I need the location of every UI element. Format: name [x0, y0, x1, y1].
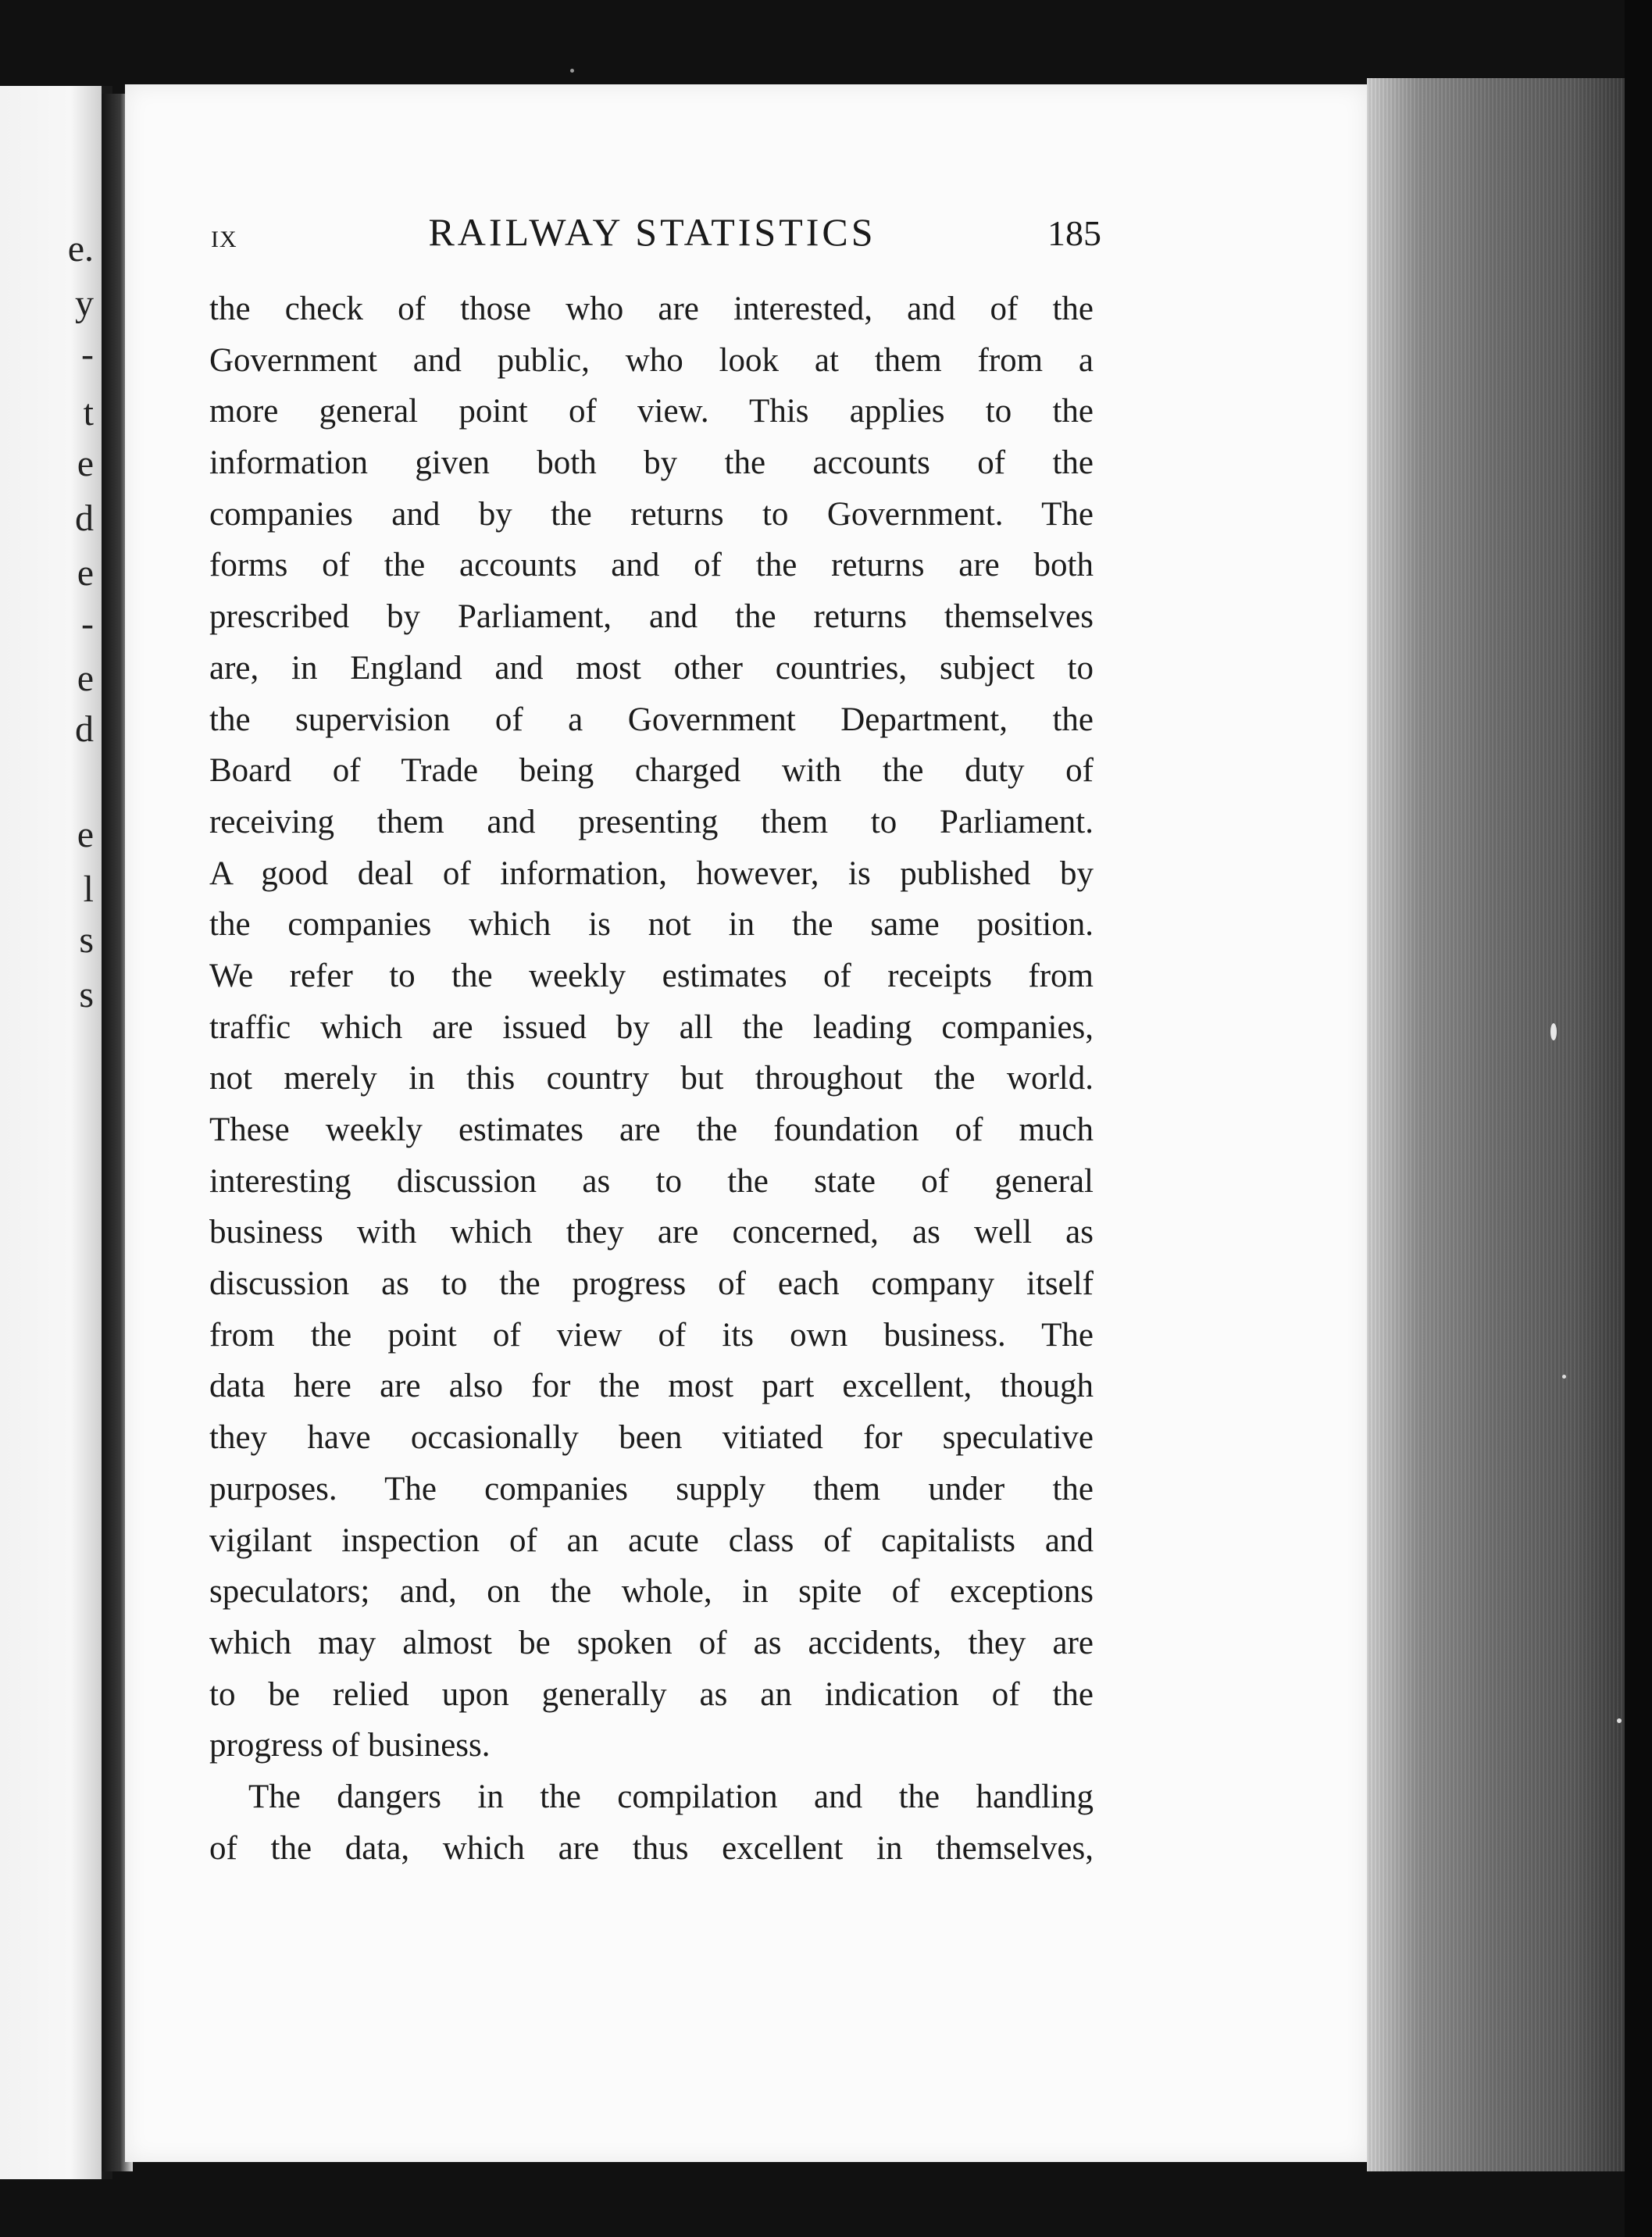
- left-page-fragment: d: [75, 708, 94, 750]
- text-line: forms of the accounts and of the returns are both: [209, 547, 1094, 584]
- text-line: These weekly estimates are the foundation of much: [209, 1111, 1094, 1148]
- left-page-fragment: s: [79, 919, 94, 961]
- text-line: companies and by the returns to Government. The: [209, 495, 1094, 533]
- text-line: not merely in this country but throughout the world.: [209, 1060, 1094, 1097]
- body-text: [209, 284, 1094, 1874]
- left-page-fragment: -: [81, 334, 94, 375]
- left-page-fragment: t: [83, 392, 94, 433]
- left-page-fragment: e: [77, 814, 94, 855]
- text-line: purposes. The companies supply them under the: [209, 1470, 1094, 1507]
- text-line: speculators; and, on the whole, in spite of exceptions: [209, 1573, 1094, 1611]
- scan-speck: [1617, 1718, 1622, 1723]
- left-page-fragment: d: [75, 498, 94, 539]
- scan-border: [1625, 0, 1652, 2237]
- paragraph: [209, 1771, 1094, 1874]
- text-line: from the point of view of its own business. The: [209, 1316, 1094, 1354]
- scan-speck: [1550, 1023, 1557, 1040]
- text-line: A good deal of information, however, is published by: [209, 854, 1094, 892]
- text-line: interesting discussion as to the state of general: [209, 1162, 1094, 1200]
- text-line: traffic which are issued by all the leading companies,: [209, 1008, 1094, 1046]
- text-line: which may almost be spoken of as accidents, they are: [209, 1624, 1094, 1661]
- scan-speck: [570, 69, 574, 73]
- text-line: Government and public, who look at them from a: [209, 341, 1094, 379]
- chapter-numeral: IX: [211, 227, 237, 252]
- running-head: [211, 209, 1101, 264]
- text-line: business with which they are concerned, as well as: [209, 1214, 1094, 1251]
- text-line: We refer to the weekly estimates of receipts from: [209, 957, 1094, 994]
- left-page-fragment: -: [81, 603, 94, 644]
- text-line: progress of business.: [209, 1727, 491, 1764]
- text-line: the companies which is not in the same position.: [209, 906, 1094, 944]
- left-page-fragment: e.: [67, 228, 94, 269]
- text-line: they have occasionally been vitiated for speculative: [209, 1419, 1094, 1457]
- left-page-edge: [0, 86, 112, 2179]
- text-line: more general point of view. This applies to the: [209, 393, 1094, 430]
- text-line: the check of those who are interested, and of the: [209, 291, 1094, 327]
- left-page-fragment: e: [77, 658, 94, 699]
- text-line: to be relied upon generally as an indication of the: [209, 1675, 1094, 1713]
- left-page-fragment: e: [77, 443, 94, 484]
- left-page-fragment: e: [77, 552, 94, 594]
- text-line: receiving them and presenting them to Parliament.: [209, 803, 1094, 840]
- left-page-fragment: s: [79, 974, 94, 1015]
- text-line: information given both by the accounts of the: [209, 444, 1094, 482]
- text-line: The dangers in the compilation and the handling: [248, 1778, 1094, 1815]
- text-line: data here are also for the most part excellent, though: [209, 1368, 1094, 1405]
- text-line: are, in England and most other countries, subject to: [209, 649, 1094, 687]
- left-page-fragment: l: [83, 869, 94, 910]
- left-page-fragment: y: [75, 283, 94, 324]
- text-line: the supervision of a Government Department, the: [209, 701, 1094, 738]
- page-number: 185: [1047, 213, 1101, 253]
- paragraph: [209, 284, 1094, 1771]
- page-stack-edge: [1367, 78, 1625, 2171]
- text-line: prescribed by Parliament, and the returns themselves: [209, 598, 1094, 636]
- text-line: discussion as to the progress of each company itself: [209, 1265, 1094, 1303]
- page-title: RAILWAY STATISTICS: [428, 210, 876, 254]
- text-line: of the data, which are thus excellent in themselves,: [209, 1829, 1094, 1867]
- text-line: vigilant inspection of an acute class of capitalists and: [209, 1522, 1094, 1559]
- scan-speck: [1562, 1375, 1566, 1379]
- text-line: Board of Trade being charged with the duty of: [209, 752, 1094, 790]
